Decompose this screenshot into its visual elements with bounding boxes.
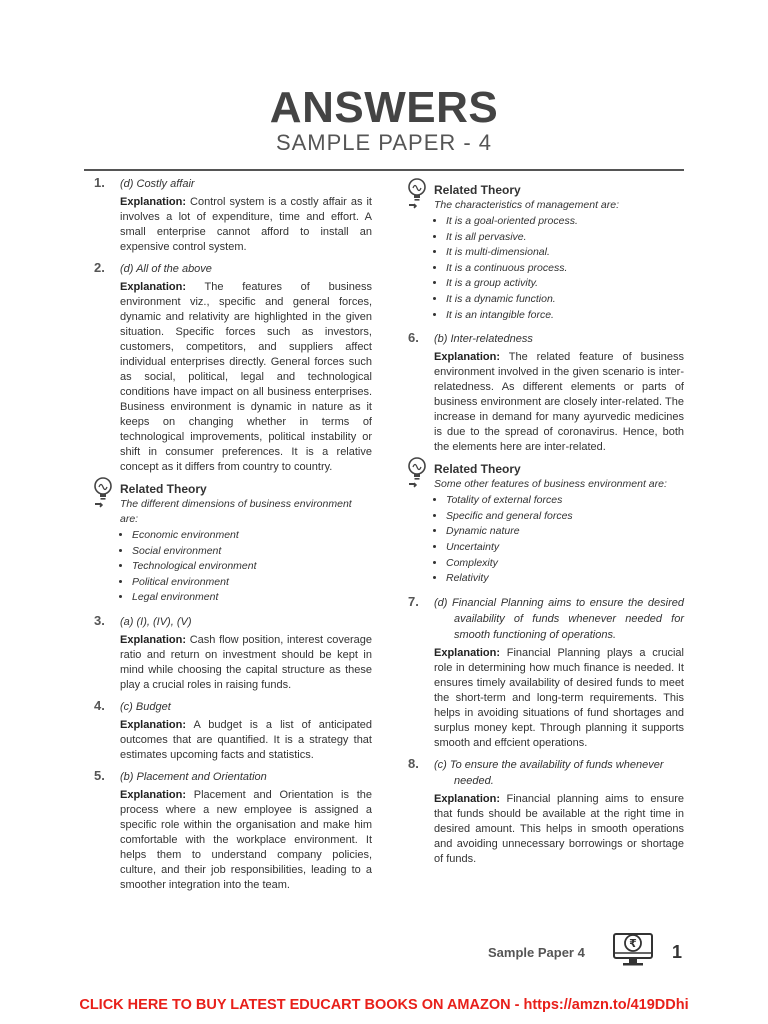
list-item: • Totality of external forces <box>446 493 684 509</box>
explanation <box>434 792 684 867</box>
explanation-text: A budget is a list of anticipated outcomes that are quantified. It is a strategy that estimates upcoming facts and statistics. <box>120 718 372 761</box>
question-3 <box>92 614 372 693</box>
buy-books-link[interactable]: CLICK HERE TO BUY LATEST EDUCART BOOKS ON AMAZON - https://amzn.to/419DDhi <box>79 997 689 1013</box>
list-item: • It is a continuous process. <box>446 261 684 277</box>
list-item: • Social environment <box>132 544 372 560</box>
list-item: • Economic environment <box>132 528 372 544</box>
explanation <box>120 788 372 893</box>
page-subtitle: SAMPLE PAPER - 4 <box>275 130 493 155</box>
explanation-label: Explanation: <box>120 281 187 293</box>
svg-text:₹: ₹ <box>629 937 637 950</box>
explanation-text: Financial planning aims to ensure that funds should be available at the right time in desired amount. This helps in smooth operations and avoiding unnecessary borrowings or shortage of funds. <box>434 792 684 865</box>
question-number: 1. <box>94 175 105 190</box>
list-item: • Technological environment <box>132 559 372 575</box>
question-number: 6. <box>408 330 419 346</box>
lightbulb-icon <box>406 178 430 216</box>
explanation-label: Explanation: <box>120 788 187 801</box>
related-theory-intro: Some other features of business environment are: <box>434 478 667 491</box>
list-item: • Relativity <box>446 571 684 587</box>
page-title: ANSWERS <box>269 83 499 132</box>
answer-option: (c) To ensure the availability of funds whenever needed. <box>434 758 664 787</box>
related-theory-list <box>434 214 684 323</box>
explanation-text: Control system is a costly affair as it involves a lot of expenditure, time and effort. A small enterprise cannot afford to install an expensive control system. <box>120 196 372 253</box>
list-item: • It is multi-dimensional. <box>446 245 684 261</box>
explanation-label: Explanation: <box>120 718 187 731</box>
related-theory-list <box>120 528 372 606</box>
related-theory-title: Related Theory <box>434 462 521 477</box>
list-item: • It is all pervasive. <box>446 230 684 246</box>
answer-option: (c) Budget <box>120 700 171 713</box>
answer-option: (a) (I), (IV), (V) <box>120 615 192 628</box>
explanation-text: Placement and Orientation is the process where a new employee is assigned a specific role within the organisation and make him comfortable with the workplace environment. It helps them to understand company policies, culture, and their job responsibilities, leading to a smoother integration into the team. <box>120 788 372 891</box>
header-rule <box>84 169 684 171</box>
explanation-label: Explanation: <box>434 351 501 364</box>
explanation <box>434 350 684 455</box>
explanation-text: The related feature of business environment involved in the given scenario is inter-relatedness. As different elements or parts of business environment are closely inter-related. The increase in demand for many ayurvedic medicines is due to the spread of coronavirus. Hence, both the elements here are inter-related. <box>434 351 684 454</box>
explanation-label: Explanation: <box>434 646 501 659</box>
list-item: • It is a dynamic function. <box>446 292 684 308</box>
list-item: • Legal environment <box>132 590 372 606</box>
related-theory-intro: The different dimensions of business environment are: <box>120 498 352 525</box>
question-number: 5. <box>94 767 105 783</box>
question-5 <box>92 769 372 893</box>
explanation <box>120 195 372 255</box>
related-theory-title: Related Theory <box>120 482 207 496</box>
question-7 <box>406 595 684 751</box>
explanation-text: Financial Planning plays a crucial role in determining how much finance is needed. It ensures timely availability of desired funds to meet the short-term and long-term requirements. This helps in avoiding situations of fund shortages and surplus money kept. Through planning it supports smooth and effcient operations. <box>434 646 684 749</box>
answer-option: (b) Placement and Orientation <box>120 770 267 783</box>
lightbulb-icon <box>92 477 116 515</box>
left-column <box>92 176 372 899</box>
right-column <box>406 176 684 873</box>
list-item: • Political environment <box>132 575 372 591</box>
question-number: 8. <box>408 755 419 771</box>
question-number: 3. <box>94 612 105 628</box>
question-8 <box>406 757 684 867</box>
question-6 <box>406 331 684 455</box>
footer-label: Sample Paper 4 <box>488 945 585 960</box>
explanation <box>120 280 372 475</box>
list-item: • It is a goal-oriented process. <box>446 214 684 230</box>
related-theory-box <box>406 182 684 323</box>
list-item: • Uncertainty <box>446 540 684 556</box>
question-1 <box>92 176 372 255</box>
explanation-label: Explanation: <box>120 196 187 208</box>
list-item: • It is an intangible force. <box>446 308 684 324</box>
related-theory-box <box>92 481 372 606</box>
explanation <box>120 633 372 693</box>
list-item: • Dynamic nature <box>446 524 684 540</box>
lightbulb-icon <box>406 457 430 495</box>
question-4 <box>92 699 372 763</box>
question-number: 7. <box>408 593 419 609</box>
page-number: 1 <box>672 942 683 962</box>
related-theory-title: Related Theory <box>434 183 521 197</box>
answer-option: (d) Financial Planning aims to ensure the desired availability of funds whenever needed for smooth functioning of operations. <box>434 596 684 641</box>
related-theory-list <box>434 493 684 587</box>
related-theory-box <box>406 461 684 587</box>
related-theory-intro: The characteristics of management are: <box>434 199 620 211</box>
explanation-label: Explanation: <box>434 792 501 805</box>
answer-option: (b) Inter-relatedness <box>434 333 533 346</box>
monitor-rupee-icon <box>612 930 656 970</box>
explanation-text: The features of business environment viz., specific and general forces, dynamic and relativity are highlighted in the given situation. Specific forces such as investors, customers, competitors, and suppliers affect individual enterprises directly. General forces such as social, political, legal and technological conditions have impact on all business enterprises. Business environment is dynamic in nature as it keeps on changing whether in terms of technological improvements, political instability or shift in consumer preferences. It is a relative concept as it differs from country to country. <box>120 281 372 473</box>
explanation-label: Explanation: <box>120 633 187 646</box>
question-number: 4. <box>94 697 105 713</box>
answer-option: (d) Costly affair <box>120 178 195 190</box>
explanation-text: Cash flow position, interest coverage ratio and return on investment should be kept in mind while choosing the capital structure as these play a crucial roles in raising funds. <box>120 633 372 691</box>
list-item: • It is a group activity. <box>446 276 684 292</box>
list-item: • Complexity <box>446 556 684 572</box>
question-number: 2. <box>94 260 105 275</box>
explanation <box>120 718 372 763</box>
answer-option: (d) All of the above <box>120 263 212 275</box>
list-item: • Specific and general forces <box>446 509 684 525</box>
explanation <box>434 646 684 751</box>
question-2 <box>92 261 372 475</box>
